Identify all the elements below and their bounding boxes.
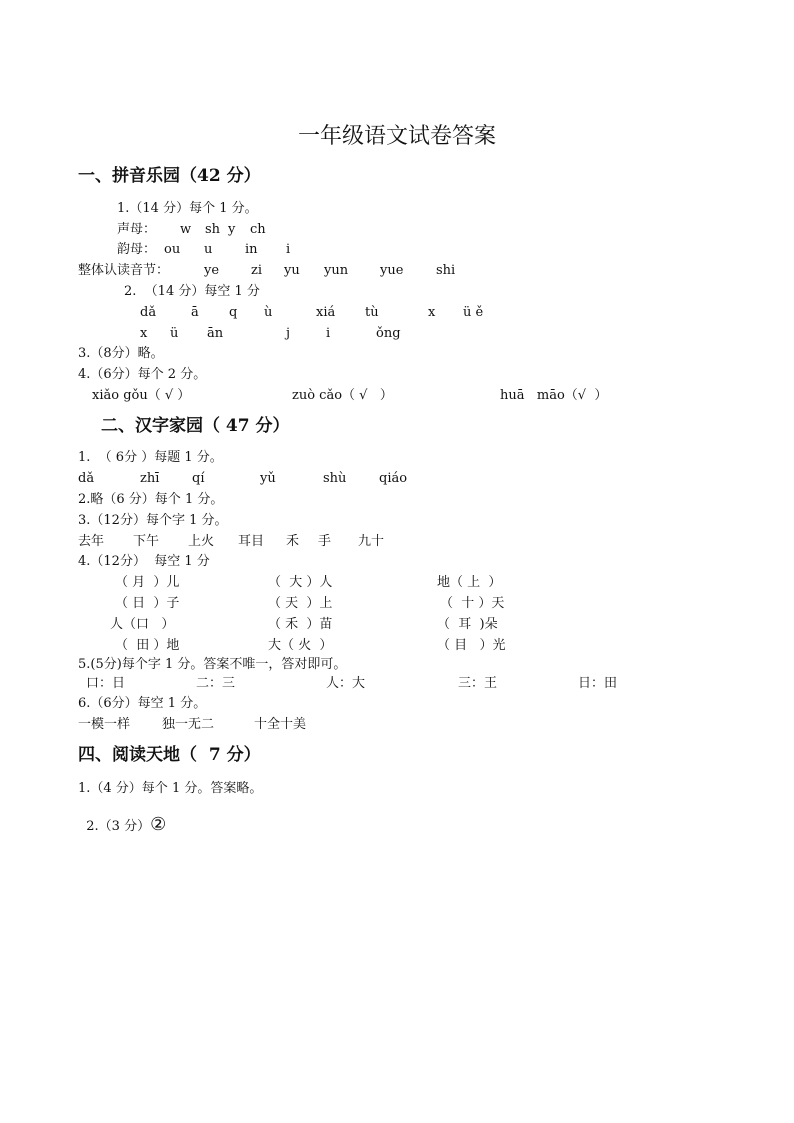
s2-q5-answer: 三：王: [458, 676, 498, 691]
s1-q1-initial: y: [228, 222, 236, 237]
s2-q3-answer: 手: [318, 534, 332, 549]
s1-q2-answer: xiá: [316, 305, 336, 320]
s1-q2-answer: ā: [191, 305, 199, 320]
s2-q4-cell: （ 十 ）天: [440, 596, 505, 611]
s2-q5-answer: 日：田: [578, 676, 618, 691]
s1-q2-answer: ǒng: [376, 326, 401, 341]
s1-q2-answer: i: [326, 326, 331, 341]
s2-q4-cell: （ 日 ）子: [115, 596, 180, 611]
s1-q2-answer: x: [140, 326, 148, 341]
s2-q1-answer: zhī: [140, 471, 160, 486]
s1-q1-initial: w: [180, 222, 192, 237]
s2-q4-cell: 地（ 上 ）: [437, 575, 502, 590]
s2-q1-answer: yǔ: [260, 471, 276, 486]
s1-q4-intro: 4.（6分）每个 2 分。: [78, 367, 207, 382]
s4-q2-prefix: 2.（3 分）: [86, 819, 151, 834]
s2-q4-cell: （ 大 ）人: [268, 575, 333, 590]
s2-q3-intro: 3.（12分）每个字 1 分。: [78, 513, 228, 528]
s2-q4-cell: （ 天 ）上: [268, 596, 333, 611]
s1-q2-answer: ù: [264, 305, 273, 320]
s4-q1: 1.（4 分）每个 1 分。答案略。: [78, 781, 263, 796]
s2-q4-cell: （ 耳 )朵: [437, 617, 498, 632]
s2-q6-intro: 6.（6分）每空 1 分。: [78, 696, 207, 711]
s2-q1-answer: shù: [323, 471, 347, 486]
s1-q2-answer: x: [428, 305, 436, 320]
s2-q3-answer: 上火: [188, 534, 215, 549]
s4-q2: [78, 801, 166, 835]
s1-q1-whole: yun: [324, 263, 349, 278]
s1-q1-final: i: [286, 242, 291, 257]
s1-q1-final: ou: [164, 242, 181, 257]
s1-q2-answer: j: [286, 326, 291, 341]
s2-q3-answer: 下午: [133, 534, 160, 549]
s1-q3: 3.（8分）略。: [78, 346, 164, 361]
s2-q3-answer: 禾: [286, 534, 300, 549]
s1-q1-finals-label: 韵母：: [117, 242, 157, 257]
s2-q6-answer: 十全十美: [254, 717, 307, 732]
s2-q4-cell: 大（ 火 ）: [268, 638, 333, 653]
page-title: 一年级语文试卷答案: [297, 124, 496, 149]
s2-q2: 2.略（6 分）每个 1 分。: [78, 492, 224, 507]
s2-q1-intro: 1. （ 6分 ）每题 1 分。: [78, 450, 223, 465]
section-1-heading: 一、拼音乐园（42 分）: [78, 166, 261, 186]
s2-q5-answer: 口：日: [86, 676, 126, 691]
s2-q5-intro: 5.(5分)每个字 1 分。答案不唯一，答对即可。: [78, 657, 347, 672]
section-2-heading: 二、汉字家园（ 47 分）: [101, 416, 290, 436]
s2-q5-answer: 二：三: [196, 676, 236, 691]
s2-q4-cell: 人（口 ）: [110, 617, 175, 632]
s2-q1-answer: qiáo: [379, 471, 408, 486]
s2-q4-intro: 4.（12分） 每空 1 分: [78, 554, 210, 569]
s1-q1-whole: zi: [251, 263, 263, 278]
s1-q1-initial: ch: [250, 222, 266, 237]
s1-q2-answer: dǎ: [140, 305, 157, 320]
s1-q1-whole: yu: [284, 263, 300, 278]
circled-answer: ②: [150, 814, 167, 835]
s2-q1-answer: dǎ: [78, 471, 95, 486]
s2-q6-answer: 独一无二: [162, 717, 215, 732]
s2-q3-answer: 耳目: [238, 534, 265, 549]
s2-q4-cell: （ 月 ）儿: [115, 575, 180, 590]
s2-q3-answer: 九十: [358, 534, 385, 549]
s1-q4-answer: xiǎo gǒu（ √ ）: [92, 388, 191, 403]
s1-q2-intro: 2. （14 分）每空 1 分: [124, 284, 260, 299]
s1-q2-answer: tù: [365, 305, 379, 320]
s1-q1-whole: shi: [436, 263, 456, 278]
s1-q2-answer: ān: [207, 326, 224, 341]
section-4-heading: 四、阅读天地（ 7 分）: [78, 745, 261, 765]
s1-q1-initial: sh: [205, 222, 221, 237]
s1-q2-answer: q: [229, 305, 238, 320]
s2-q4-cell: （ 目 ）光: [437, 638, 506, 653]
s1-q1-whole: yue: [380, 263, 404, 278]
s1-q1-final: u: [204, 242, 213, 257]
s2-q5-answer: 人：大: [326, 676, 366, 691]
s1-q1-whole: ye: [204, 263, 220, 278]
s2-q3-answer: 去年: [78, 534, 105, 549]
s2-q4-cell: （ 禾 ）苗: [268, 617, 333, 632]
s2-q4-cell: （ 田 ）地: [115, 638, 180, 653]
s1-q2-answer: ü ě: [463, 305, 484, 320]
s1-q1-intro: 1.（14 分）每个 1 分。: [117, 201, 258, 216]
s1-q4-answer: zuò cǎo（ √ ）: [292, 388, 393, 403]
s1-q1-final: in: [245, 242, 258, 257]
s1-q4-answer: huā māo（√ ）: [500, 388, 608, 403]
s1-q1-initials-label: 声母：: [117, 222, 157, 237]
s1-q1-whole-label: 整体认读音节：: [78, 263, 170, 278]
s2-q6-answer: 一模一样: [78, 717, 131, 732]
s2-q1-answer: qí: [192, 471, 205, 486]
s1-q2-answer: ü: [170, 326, 179, 341]
